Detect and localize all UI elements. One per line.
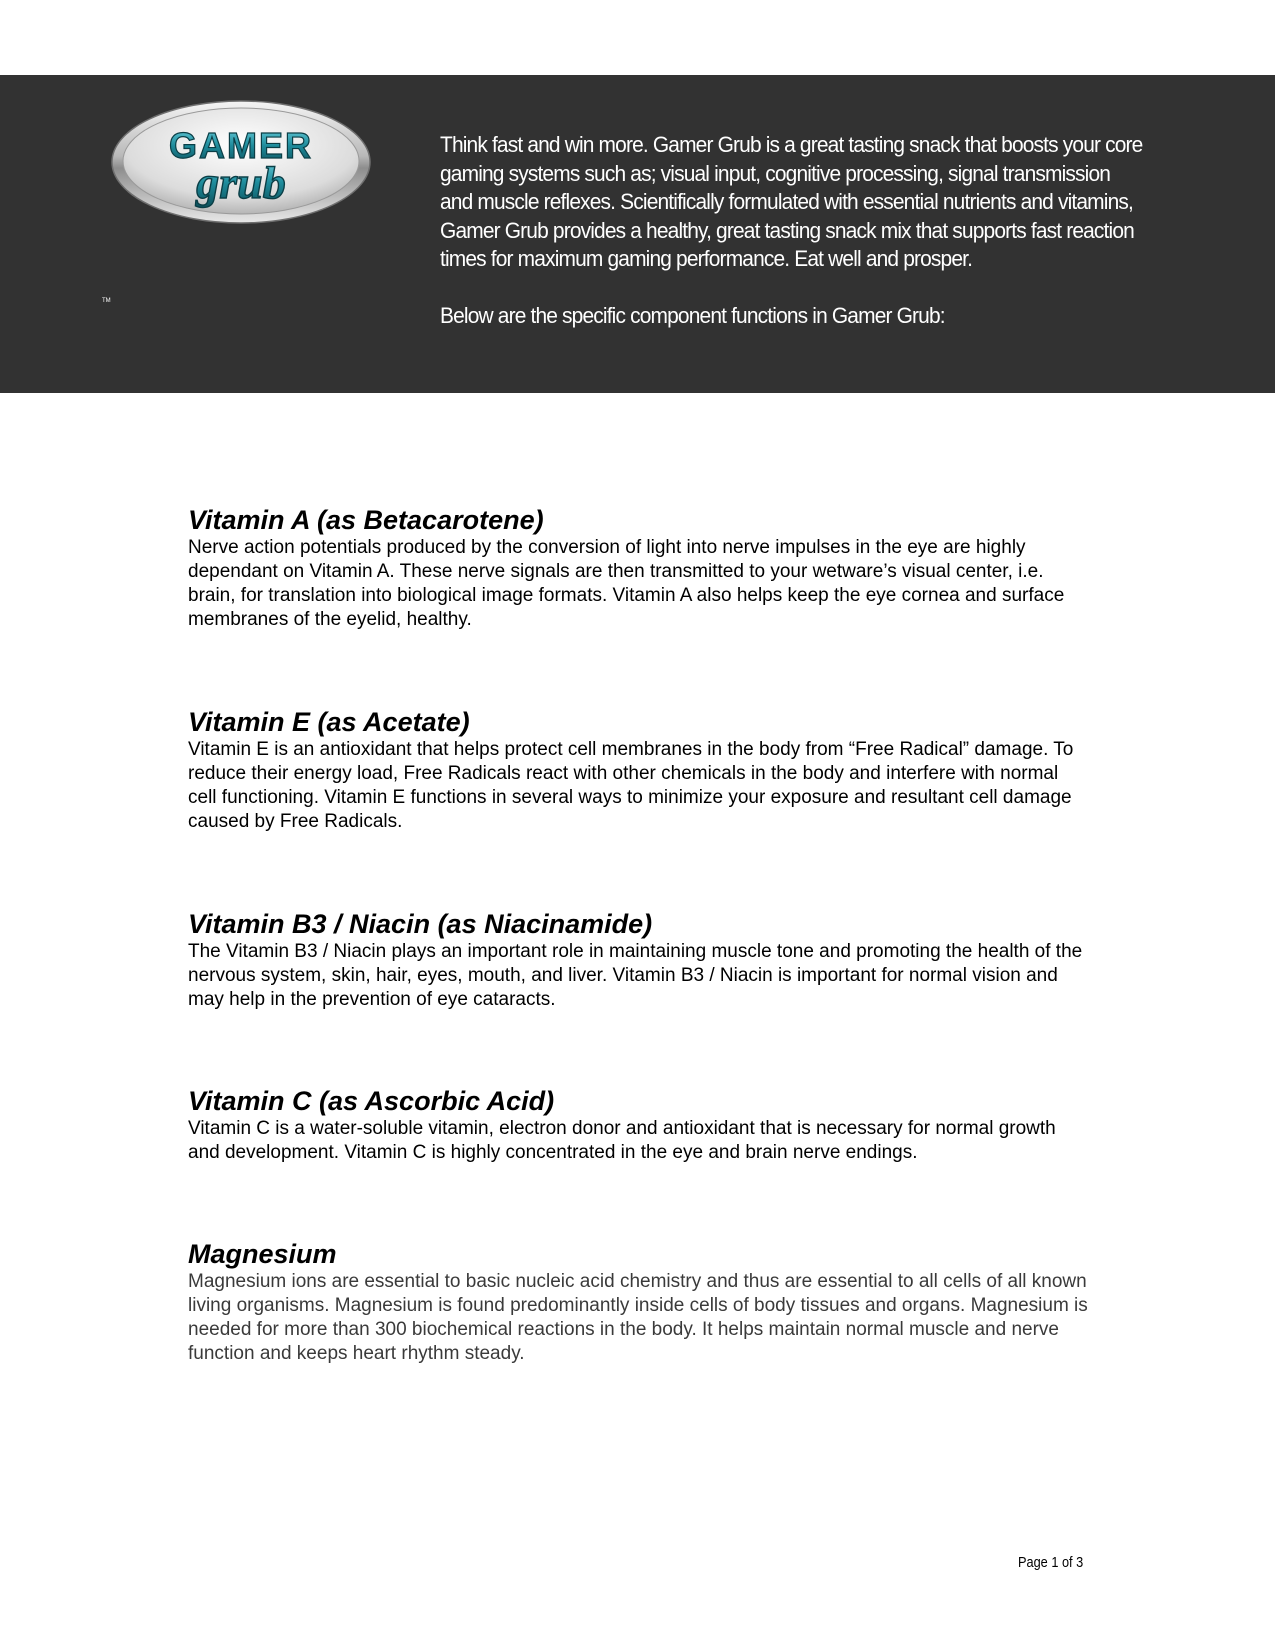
intro-lead-in: Below are the specific component functions in Gamer Grub: — [440, 302, 945, 328]
trademark-mark: TM — [102, 298, 111, 304]
section-body: Magnesium ions are essential to basic nucleic acid chemistry and thus are essential to all cells of all known living organisms. Magnesium is found predominantly inside cells of body tissues and organs. Magnesium is needed for more than 300 biochemical reactions in the body. It helps maintain normal muscle and nerve function and keeps heart rhythm steady. — [188, 1271, 1088, 1364]
intro-text — [440, 131, 1147, 331]
section-title: Vitamin A (as Betacarotene) — [188, 505, 544, 535]
section-title: Vitamin C (as Ascorbic Acid) — [188, 1086, 555, 1116]
section-title: Vitamin B3 / Niacin (as Niacinamide) — [188, 909, 653, 939]
page-number: Page 1 of 3 — [1018, 1554, 1084, 1571]
section-magnesium — [188, 1238, 1088, 1366]
section-title: Magnesium — [188, 1239, 337, 1269]
section-body: The Vitamin B3 / Niacin plays an important role in maintaining muscle tone and promoting the health of the nervous system, skin, hair, eyes, mouth, and liver. Vitamin B3 / Niacin is important for normal vision and may help in the prevention of eye cataracts. — [188, 941, 1083, 1010]
section-vitamin-a — [188, 504, 1088, 632]
section-vitamin-c — [188, 1085, 1088, 1165]
intro-paragraph: Think fast and win more. Gamer Grub is a great tasting snack that boosts your core gaming systems such as; visual input, cognitive processing, signal transmission and muscle reflexes. Scientifically formulated with essential nutrients and vitamins, Gamer Grub provides a healthy, great tasting snack mix that supports fast reaction times for maximum gaming performance. Eat well and prosper. — [440, 132, 1143, 272]
logo-text-top: GAMER — [169, 125, 313, 166]
logo-text-bottom: grub — [196, 157, 286, 208]
section-body: Vitamin E is an antioxidant that helps protect cell membranes in the body from “Free Radical” damage. To reduce their energy load, Free Radicals react with other chemicals in the body and interfere with normal cell functioning. Vitamin E functions in several ways to minimize your exposure and resultant cell damage caused by Free Radicals. — [188, 739, 1074, 832]
section-body: Nerve action potentials produced by the conversion of light into nerve impulses in the eye are highly dependant on Vitamin A. These nerve signals are then transmitted to your wetware’s visual center, i.e. brain, for translation into biological image formats. Vitamin A also helps keep the eye cornea and surface membranes of the eyelid, healthy. — [188, 537, 1065, 630]
section-title: Vitamin E (as Acetate) — [188, 707, 470, 737]
section-body: Vitamin C is a water-soluble vitamin, electron donor and antioxidant that is necessary for normal growth and development. Vitamin C is highly concentrated in the eye and brain nerve endings. — [188, 1118, 1056, 1163]
section-vitamin-b3 — [188, 908, 1088, 1012]
gamer-grub-logo-icon — [110, 98, 372, 225]
section-vitamin-e — [188, 706, 1088, 834]
